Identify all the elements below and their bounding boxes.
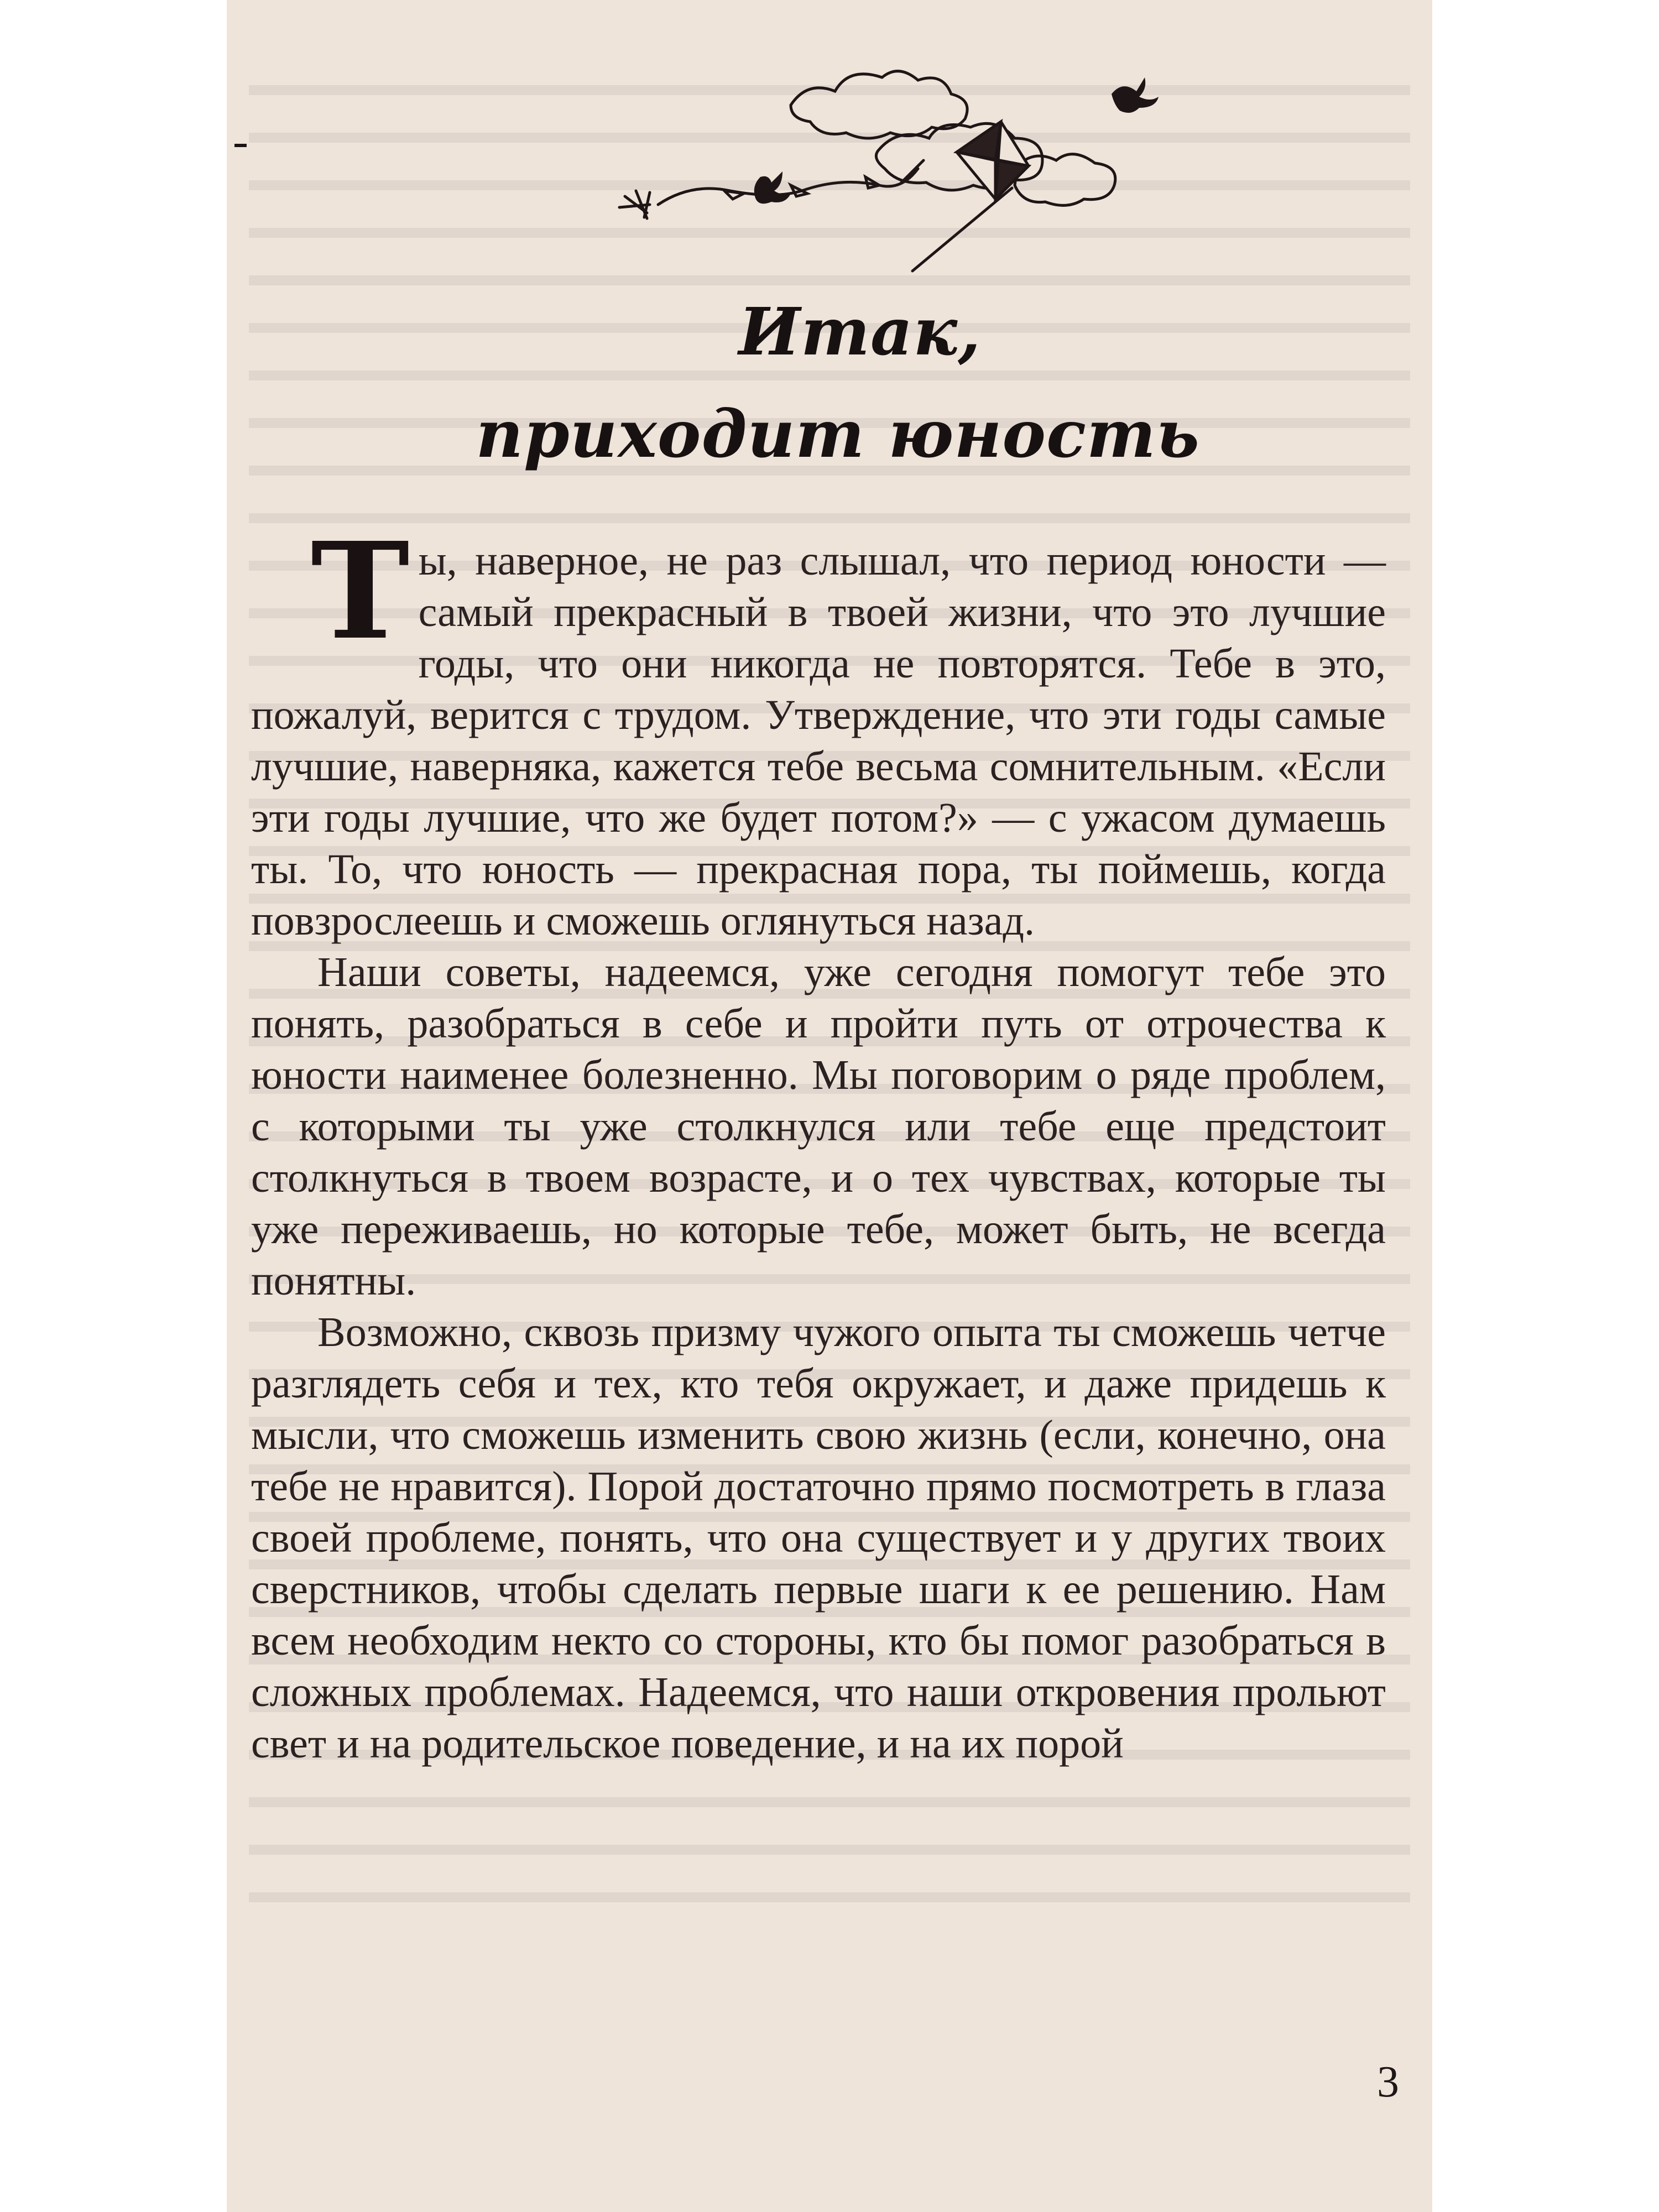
- paragraph-1: [251, 513, 1386, 947]
- paragraph-3: Возможно, сквозь призму чужого опыта ты сможешь четче разглядеть себя и тех, кто тебя окружает, и даже придешь к мысли, что сможешь изменить свою жизнь (если, конечно, она тебе не нравится). Порой достаточно прямо посмотреть в глаза своей проблеме, понять, что она существует и у других твоих сверстников, чтобы сделать первые шаги к ее решению. Нам всем необходим некто со стороны, кто бы помог разобраться в сложных проблемах. Надеемся, что наши откровения прольют свет и на родительское поведение, и на их порой: [251, 1309, 1386, 1767]
- gutter-mark: [234, 144, 247, 147]
- paragraph-1-text: ы, наверное, не раз слышал, что период юности — самый прекрасный в твоей жизни, что это лучшие годы, что они никогда не повторятся. Тебе в это, пожалуй, верится с трудом. Утверждение, что эти годы самые лучшие, наверняка, кажется тебе весьма сомнительным. «Если эти годы лучшие, что же будет потом?» — с ужасом думаешь ты. То, что юность — прекрасная пора, ты поймешь, когда повзрослеешь и сможешь оглянуться назад.: [251, 538, 1386, 944]
- heading-line-1: Итак,: [738, 293, 982, 370]
- body-text: [251, 513, 1386, 1770]
- drop-cap: Т: [311, 513, 410, 669]
- page-number: 3: [1377, 2058, 1399, 2106]
- book-page: [227, 0, 1432, 2212]
- paragraph-2: Наши советы, надеемся, уже сегодня помогут тебе это понять, разобраться в себе и пройти путь от отрочества к юности наименее болезненно. Мы поговорим о ряде проблем, с которыми ты уже столкнулся или тебе еще предстоит столкнуться в твоем возрасте, и о тех чувствах, которые ты уже переживаешь, но которые тебе, может быть, не всегда понятны.: [251, 949, 1386, 1304]
- kite-clouds-birds-icon: [559, 61, 1277, 282]
- heading-line-2: приходит юность: [476, 395, 1200, 472]
